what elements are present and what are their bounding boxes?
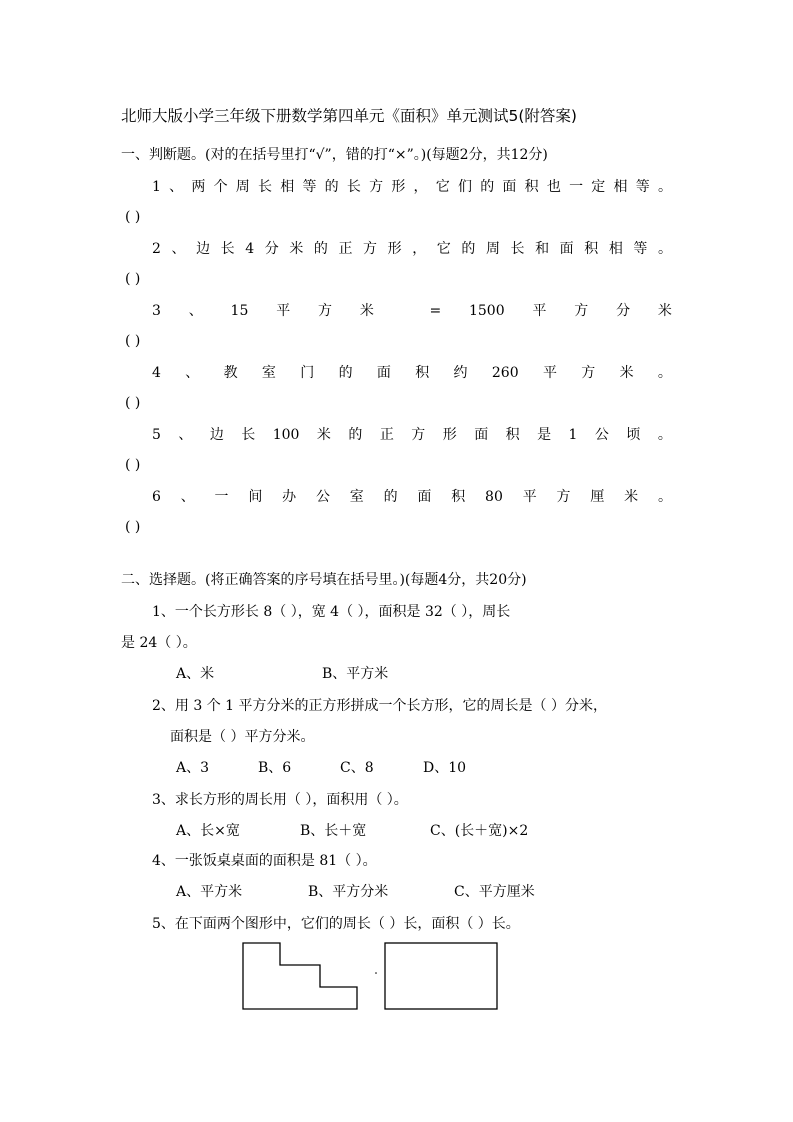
judge-token: 米 [657,303,672,319]
judge-token: 面 [502,179,517,195]
choice-q2-options [176,758,466,778]
judge-token: 面 [376,365,391,381]
judge-token: = [429,303,442,319]
choice-q2-line2: 面积是（ ）平方分米。 [170,729,315,745]
judge-token: 边 [209,427,224,443]
judge-token: 、 [169,179,184,195]
judge-token: 的 [348,427,363,443]
judge-token: 长 [346,179,361,195]
judge-token: 门 [300,365,315,381]
option-a: A、长×宽 [176,823,240,839]
option-a: A、平方米 [176,884,243,900]
judge-token: 相 [280,179,295,195]
judge-token: 顷 [626,427,641,443]
option-c: C、8 [340,760,374,776]
judge-token: 积 [505,427,520,443]
judge-token: 面 [417,489,432,505]
judge-token: 也 [546,179,561,195]
judge-token: 长 [258,179,273,195]
choice-q3: 3、求长方形的周长用（ ），面积用（ ）。 [152,792,408,808]
answer-paren-2: ( ) [125,271,141,287]
choice-q1-line2: 是 24（ ）。 [121,635,197,651]
judge-token: 相 [608,241,623,257]
judge-token: 方 [369,179,384,195]
judge-item-6 [152,487,672,507]
rectangle-shape [385,943,497,1009]
judge-token: 5 [152,427,161,443]
judge-token: 、 [185,365,200,381]
stepped-shape [243,943,357,1009]
judge-token: 们 [457,179,472,195]
judge-token: 100 [272,427,300,443]
judge-token: 、 [188,303,203,319]
judge-token: 6 [152,489,161,505]
judge-token: 长 [220,241,235,257]
judge-token: 厘 [590,489,605,505]
judge-item-3 [152,301,672,321]
option-b: B、6 [258,760,292,776]
judge-token: ， [413,179,428,195]
judge-token: 它 [435,179,450,195]
judge-token: 两 [191,179,206,195]
option-a: A、米 [176,666,215,682]
judge-token: 。 [657,427,672,443]
judge-token: 定 [591,179,606,195]
judge-token: 它 [436,241,451,257]
choice-q1-line1: 1、一个长方形长 8（ ），宽 4（ ），面积是 32（ ），周长 [152,604,511,620]
judge-token: 3 [152,303,161,319]
judge-token: 。 [657,241,672,257]
judge-token: 1 [568,427,578,443]
judge-token: 米 [624,489,639,505]
judge-token: 面 [474,427,489,443]
judge-token: 相 [613,179,628,195]
judge-token: 方 [574,303,589,319]
answer-paren-3: ( ) [125,333,141,349]
judge-token: 和 [535,241,550,257]
judge-token: 是 [537,427,552,443]
judge-token: 一 [569,179,584,195]
judge-token: 边 [196,241,211,257]
judge-token: 80 [485,489,503,505]
option-b: B、平方分米 [308,884,389,900]
section1-header: 一、判断题。(对的在括号里打“√”，错的打“×”。)(每题2分，共12分) [121,147,548,163]
judge-token: 1 [152,179,161,195]
judge-token: 形 [391,179,406,195]
judge-token: 平 [532,303,547,319]
judge-token: 教 [223,365,238,381]
judge-token: 米 [289,241,304,257]
option-c: C、(长＋宽)×2 [430,823,529,839]
judge-token: 办 [282,489,297,505]
judge-token: 的 [461,241,476,257]
judge-token: 约 [453,365,468,381]
judge-token: 积 [451,489,466,505]
judge-token: 的 [480,179,495,195]
answer-paren-6: ( ) [125,519,141,535]
choice-q3-options [176,821,528,841]
judge-token: 长 [241,427,256,443]
judge-token: 4 [152,365,161,381]
judge-token: 正 [338,241,353,257]
judge-token: 、 [171,241,186,257]
judge-token: 的 [383,489,398,505]
judge-token: 分 [264,241,279,257]
shapes-figure [240,940,510,1020]
judge-token: 方 [318,303,332,319]
judge-token: 面 [559,241,574,257]
judge-item-4 [152,363,672,383]
judge-token: 公 [594,427,609,443]
judge-token: 室 [261,365,276,381]
judge-token: 。 [657,179,672,195]
judge-token: 方 [581,365,596,381]
judge-token: 4 [245,241,255,257]
judge-token: 积 [524,179,539,195]
judge-token: 、 [180,489,195,505]
judge-token: 周 [235,179,250,195]
judge-token: ， [412,241,427,257]
option-d: D、10 [423,760,467,776]
judge-token: 分 [616,303,631,319]
judge-token: 形 [442,427,457,443]
choice-q2-line1: 2、用 3 个 1 平方分米的正方形拼成一个长方形，它的周长是（ ）分米， [152,698,607,714]
judge-item-5 [152,425,672,445]
answer-paren-1: ( ) [125,209,141,225]
judge-token: 一 [214,489,229,505]
option-a: A、3 [176,760,210,776]
option-b: B、长＋宽 [300,823,367,839]
judge-token: 15 [230,303,249,319]
judge-token: 等 [302,179,317,195]
judge-token: 的 [313,241,328,257]
judge-token: 2 [152,241,161,257]
judge-token: 米 [316,427,331,443]
judge-token: 方 [411,427,426,443]
judge-token: 间 [248,489,263,505]
judge-item-2 [152,239,672,259]
answer-paren-5: ( ) [125,457,141,473]
judge-token: 积 [584,241,599,257]
section2-header: 二、选择题。(将正确答案的序号填在括号里。)(每题4分，共20分) [121,572,527,588]
judge-token: 260 [491,365,519,381]
judge-token: 平 [542,365,557,381]
judge-token: 米 [359,303,374,319]
judge-token: 积 [415,365,430,381]
judge-token: 方 [363,241,378,257]
judge-token: 周 [485,241,500,257]
judge-token: 长 [510,241,525,257]
choice-q1-options [176,664,388,684]
judge-token: 。 [657,365,672,381]
choice-q5: 5、在下面两个图形中，它们的周长（ ）长，面积（ ）长。 [152,916,520,932]
answer-paren-4: ( ) [125,395,141,411]
judge-token: 形 [387,241,402,257]
choice-q4: 4、一张饭桌桌面的面积是 81（ ）。 [152,853,377,869]
judge-token: 的 [338,365,353,381]
judge-token: 等 [633,241,648,257]
dot-mark [375,972,377,974]
option-c: C、平方厘米 [454,884,535,900]
judge-token: 个 [213,179,228,195]
judge-token: 平 [276,303,291,319]
choice-q4-options [176,882,535,902]
judge-token: 平 [522,489,537,505]
judge-item-1 [152,177,672,197]
judge-token: 的 [324,179,339,195]
judge-token: 等 [635,179,650,195]
judge-token: 。 [657,489,672,505]
page-title: 北师大版小学三年级下册数学第四单元《面积》单元测试5(附答案) [121,107,577,125]
judge-token: 正 [379,427,394,443]
judge-token: 米 [619,365,634,381]
judge-token: 1500 [468,303,505,319]
judge-token: 室 [349,489,364,505]
option-b: B、平方米 [322,666,389,682]
judge-token: 公 [315,489,330,505]
judge-token: 方 [556,489,571,505]
judge-token: 、 [178,427,193,443]
